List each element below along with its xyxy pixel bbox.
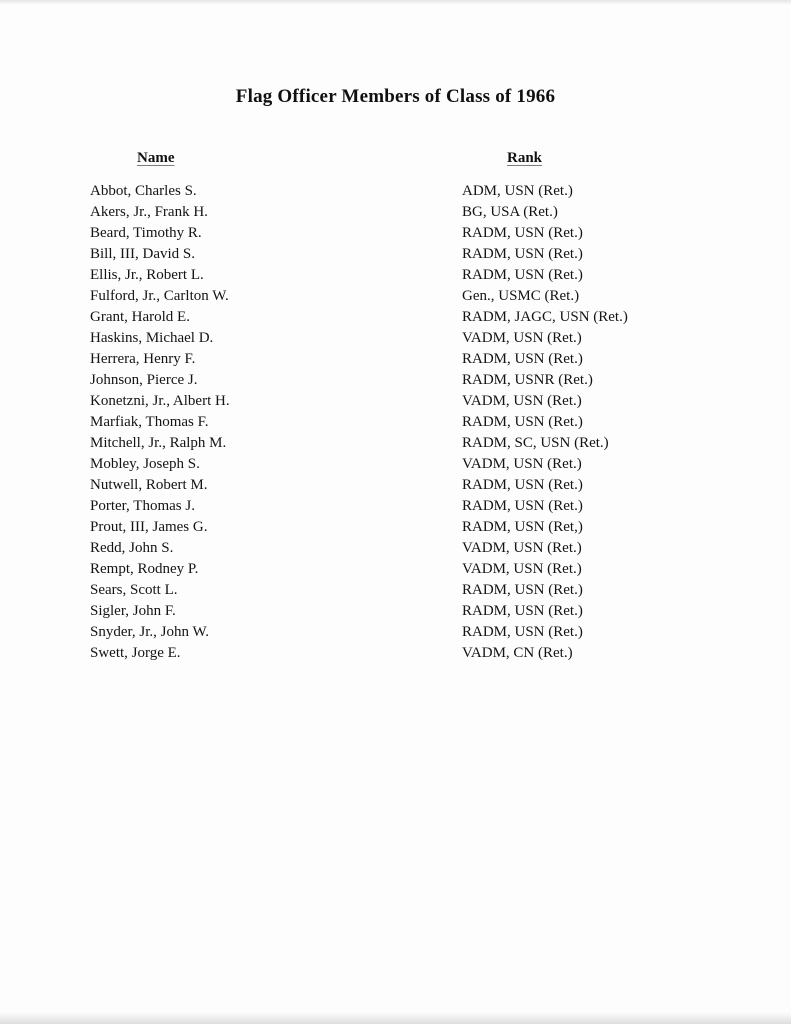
table-row (90, 454, 731, 475)
scan-edge-artifact-top (0, 0, 791, 5)
table-row (90, 412, 731, 433)
officer-rank: VADM, CN (Ret.) (462, 645, 573, 661)
officer-name: Haskins, Michael D. (90, 330, 214, 346)
officer-name: Prout, III, James G. (90, 519, 208, 535)
officer-name: Rempt, Rodney P. (90, 561, 199, 577)
officer-rank: RADM, USN (Ret.) (462, 225, 583, 241)
officer-name: Abbot, Charles S. (90, 183, 197, 199)
officer-rank: RADM, USN (Ret.) (462, 351, 583, 367)
table-row (90, 181, 731, 202)
officer-rank: BG, USA (Ret.) (462, 204, 558, 220)
table-row (90, 265, 731, 286)
officer-name: Bill, III, David S. (90, 246, 195, 262)
officer-name: Redd, John S. (90, 540, 174, 556)
officer-name: Akers, Jr., Frank H. (90, 204, 208, 220)
officer-name: Nutwell, Robert M. (90, 477, 208, 493)
officer-rank: ADM, USN (Ret.) (462, 183, 573, 199)
table-row (90, 496, 731, 517)
officer-rank: RADM, USN (Ret,) (462, 519, 583, 535)
table-row (90, 559, 731, 580)
table-row (90, 517, 731, 538)
table-row (90, 475, 731, 496)
table-row (90, 580, 731, 601)
officer-name: Grant, Harold E. (90, 309, 190, 325)
officer-name: Sears, Scott L. (90, 582, 178, 598)
officer-name: Beard, Timothy R. (90, 225, 202, 241)
table-row (90, 286, 731, 307)
officer-name: Fulford, Jr., Carlton W. (90, 288, 229, 304)
table-row (90, 349, 731, 370)
officer-rank: RADM, JAGC, USN (Ret.) (462, 309, 628, 325)
officer-rank: RADM, USNR (Ret.) (462, 372, 593, 388)
officer-rank: VADM, USN (Ret.) (462, 540, 582, 556)
officer-name: Ellis, Jr., Robert L. (90, 267, 204, 283)
officer-name: Porter, Thomas J. (90, 498, 195, 514)
officer-rank: Gen., USMC (Ret.) (462, 288, 580, 304)
officer-name: Mobley, Joseph S. (90, 456, 200, 472)
officer-rank: RADM, USN (Ret.) (462, 414, 583, 430)
scan-edge-artifact-bottom (0, 1012, 791, 1024)
table-row (90, 433, 731, 454)
officer-rank: VADM, USN (Ret.) (462, 393, 582, 409)
officer-name: Herrera, Henry F. (90, 351, 196, 367)
page-title: Flag Officer Members of Class of 1966 (235, 86, 556, 107)
table-row (90, 643, 731, 664)
column-header-name: Name (137, 150, 175, 166)
table-row (90, 391, 731, 412)
officer-rank: RADM, USN (Ret.) (462, 603, 583, 619)
officer-name: Swett, Jorge E. (90, 645, 181, 661)
officer-rank: RADM, USN (Ret.) (462, 267, 583, 283)
officer-name: Konetzni, Jr., Albert H. (90, 393, 230, 409)
officer-rank: VADM, USN (Ret.) (462, 456, 582, 472)
table-row (90, 538, 731, 559)
table-row (90, 202, 731, 223)
officer-name: Sigler, John F. (90, 603, 176, 619)
officer-rank: RADM, USN (Ret.) (462, 498, 583, 514)
officer-rank: RADM, USN (Ret.) (462, 477, 583, 493)
roster (90, 181, 731, 664)
column-header-rank: Rank (507, 150, 543, 166)
officer-rank: RADM, USN (Ret.) (462, 582, 583, 598)
officer-rank: RADM, SC, USN (Ret.) (462, 435, 609, 451)
officer-name: Snyder, Jr., John W. (90, 624, 209, 640)
officer-rank: RADM, USN (Ret.) (462, 624, 583, 640)
officer-name: Mitchell, Jr., Ralph M. (90, 435, 227, 451)
officer-name: Johnson, Pierce J. (90, 372, 198, 388)
officer-rank: VADM, USN (Ret.) (462, 330, 582, 346)
officer-name: Marfiak, Thomas F. (90, 414, 209, 430)
table-row (90, 622, 731, 643)
table-row (90, 307, 731, 328)
table-row (90, 244, 731, 265)
table-row (90, 223, 731, 244)
officer-rank: VADM, USN (Ret.) (462, 561, 582, 577)
table-row (90, 328, 731, 349)
officer-rank: RADM, USN (Ret.) (462, 246, 583, 262)
table-row (90, 370, 731, 391)
table-row (90, 601, 731, 622)
